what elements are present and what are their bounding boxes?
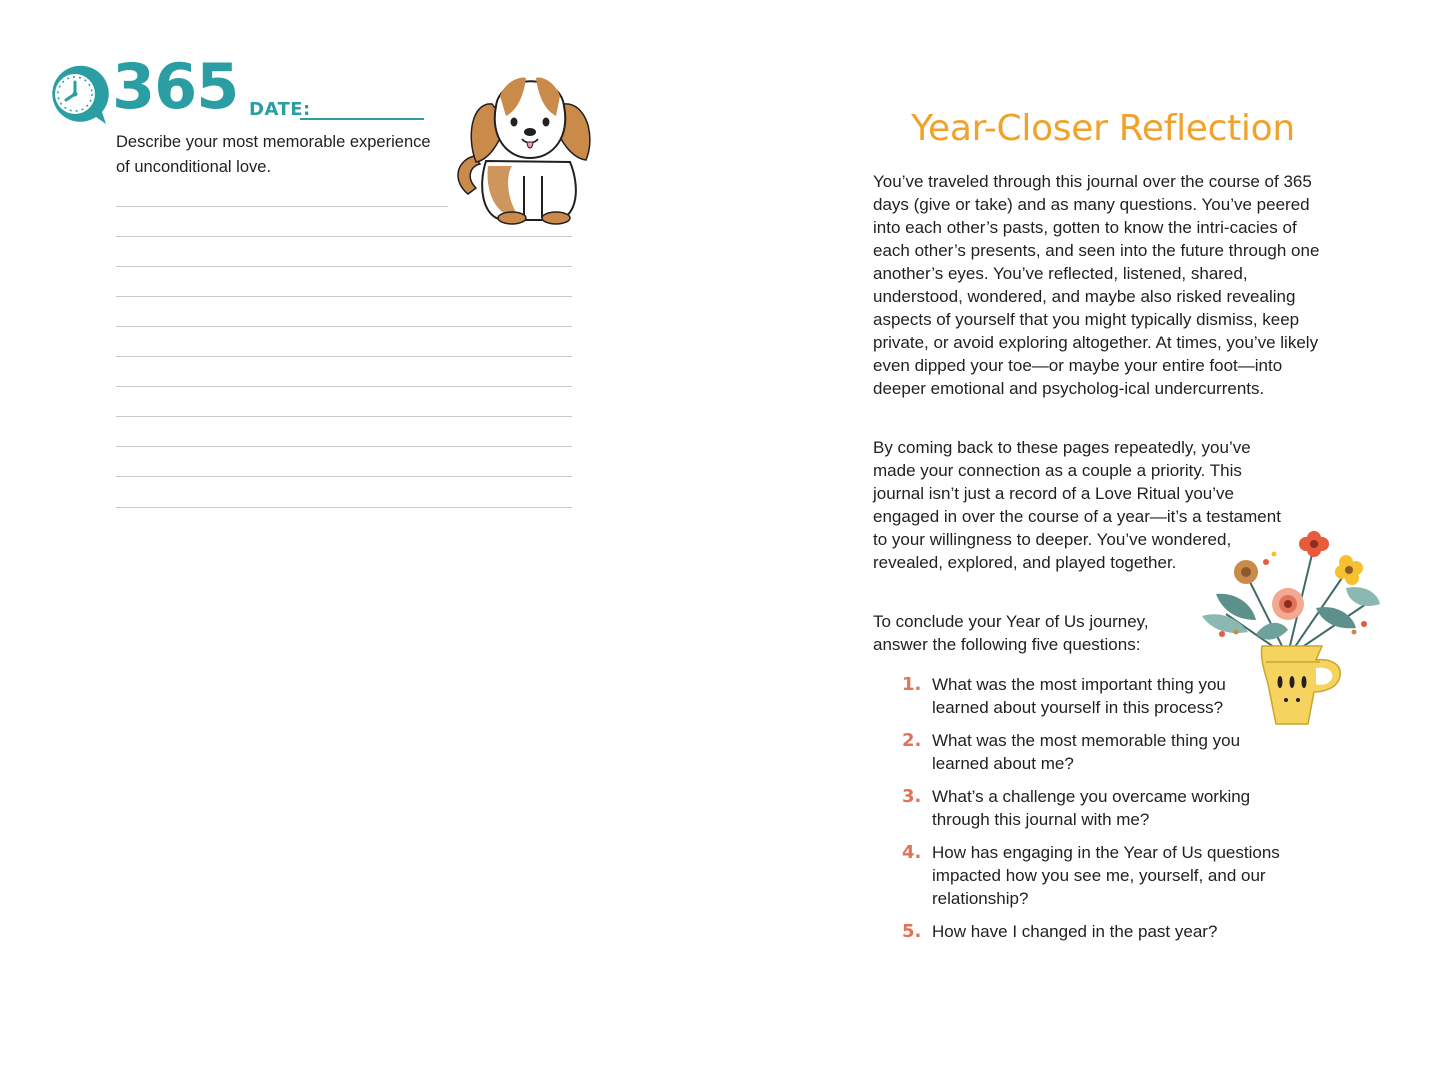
question-text: How have I changed in the past year? <box>932 922 1218 941</box>
page-title: Year-Closer Reflection <box>911 108 1295 149</box>
question-text: What was the most memorable thing you learned about me? <box>932 731 1241 773</box>
question-number: 2. <box>902 730 922 751</box>
writing-line[interactable] <box>116 386 572 387</box>
intro-paragraph: You’ve traveled through this journal over the course of 365 days (give or take) and as many questions. You’ve peered into each other’s pasts, gotten to know the intri-cacies of each other’s presents, and seen into the future through one another’s eyes. You’ve reflected, listened, shared, understood, wondered, and maybe also risked revealing aspects of yourself that you might typically dismiss, keep private, or avoid exploring altogether. At times, you’ve likely even dipped your toe—or maybe your entire foot—into deeper emotional and psycholog-ical undercurrents. <box>873 172 1320 398</box>
left-page <box>0 0 720 1083</box>
question-text: How has engaging in the Year of Us questions impacted how you see me, yourself, and our relationship? <box>932 843 1280 908</box>
clock-speech-bubble-icon <box>44 62 110 128</box>
list-item <box>902 920 1312 943</box>
flower-vase-illustration <box>1196 524 1382 734</box>
question-text: What’s a challenge you overcame working through this journal with me? <box>932 787 1251 829</box>
puppy-illustration <box>446 66 616 226</box>
list-item <box>902 841 1312 910</box>
question-text: What was the most important thing you learned about yourself in this process? <box>932 675 1226 717</box>
writing-line[interactable] <box>116 446 572 447</box>
page-title-wrap <box>873 108 1333 149</box>
writing-line[interactable] <box>116 236 572 237</box>
journal-prompt: Describe your most memorable experience of unconditional love. <box>116 133 431 176</box>
writing-line[interactable] <box>116 416 572 417</box>
date-label: DATE: <box>249 99 311 120</box>
writing-line[interactable] <box>116 356 572 357</box>
day-number: 365 <box>112 50 239 123</box>
question-number: 3. <box>902 786 922 807</box>
writing-line[interactable] <box>116 266 572 267</box>
question-number: 1. <box>902 674 922 695</box>
question-number: 5. <box>902 921 922 942</box>
writing-line[interactable] <box>116 206 448 207</box>
writing-line[interactable] <box>116 507 572 508</box>
body-paragraph: By coming back to these pages repeatedly, you’ve made your connection as a couple a priority. This journal isn’t just a record of a Love Ritual you’ve engaged in over the course of a year—it’s a testament to your willingness to deeper. You’ve wondered, revealed, explored, and played together. <box>873 438 1281 572</box>
writing-line[interactable] <box>116 296 572 297</box>
date-entry-line[interactable] <box>300 118 424 120</box>
instruction-paragraph: To conclude your Year of Us journey, answer the following five questions: <box>873 612 1149 654</box>
question-number: 4. <box>902 842 922 863</box>
list-item <box>902 729 1277 775</box>
writing-line[interactable] <box>116 326 572 327</box>
writing-line[interactable] <box>116 476 572 477</box>
list-item <box>902 785 1282 831</box>
right-page <box>720 0 1445 1083</box>
list-item <box>902 673 1232 719</box>
